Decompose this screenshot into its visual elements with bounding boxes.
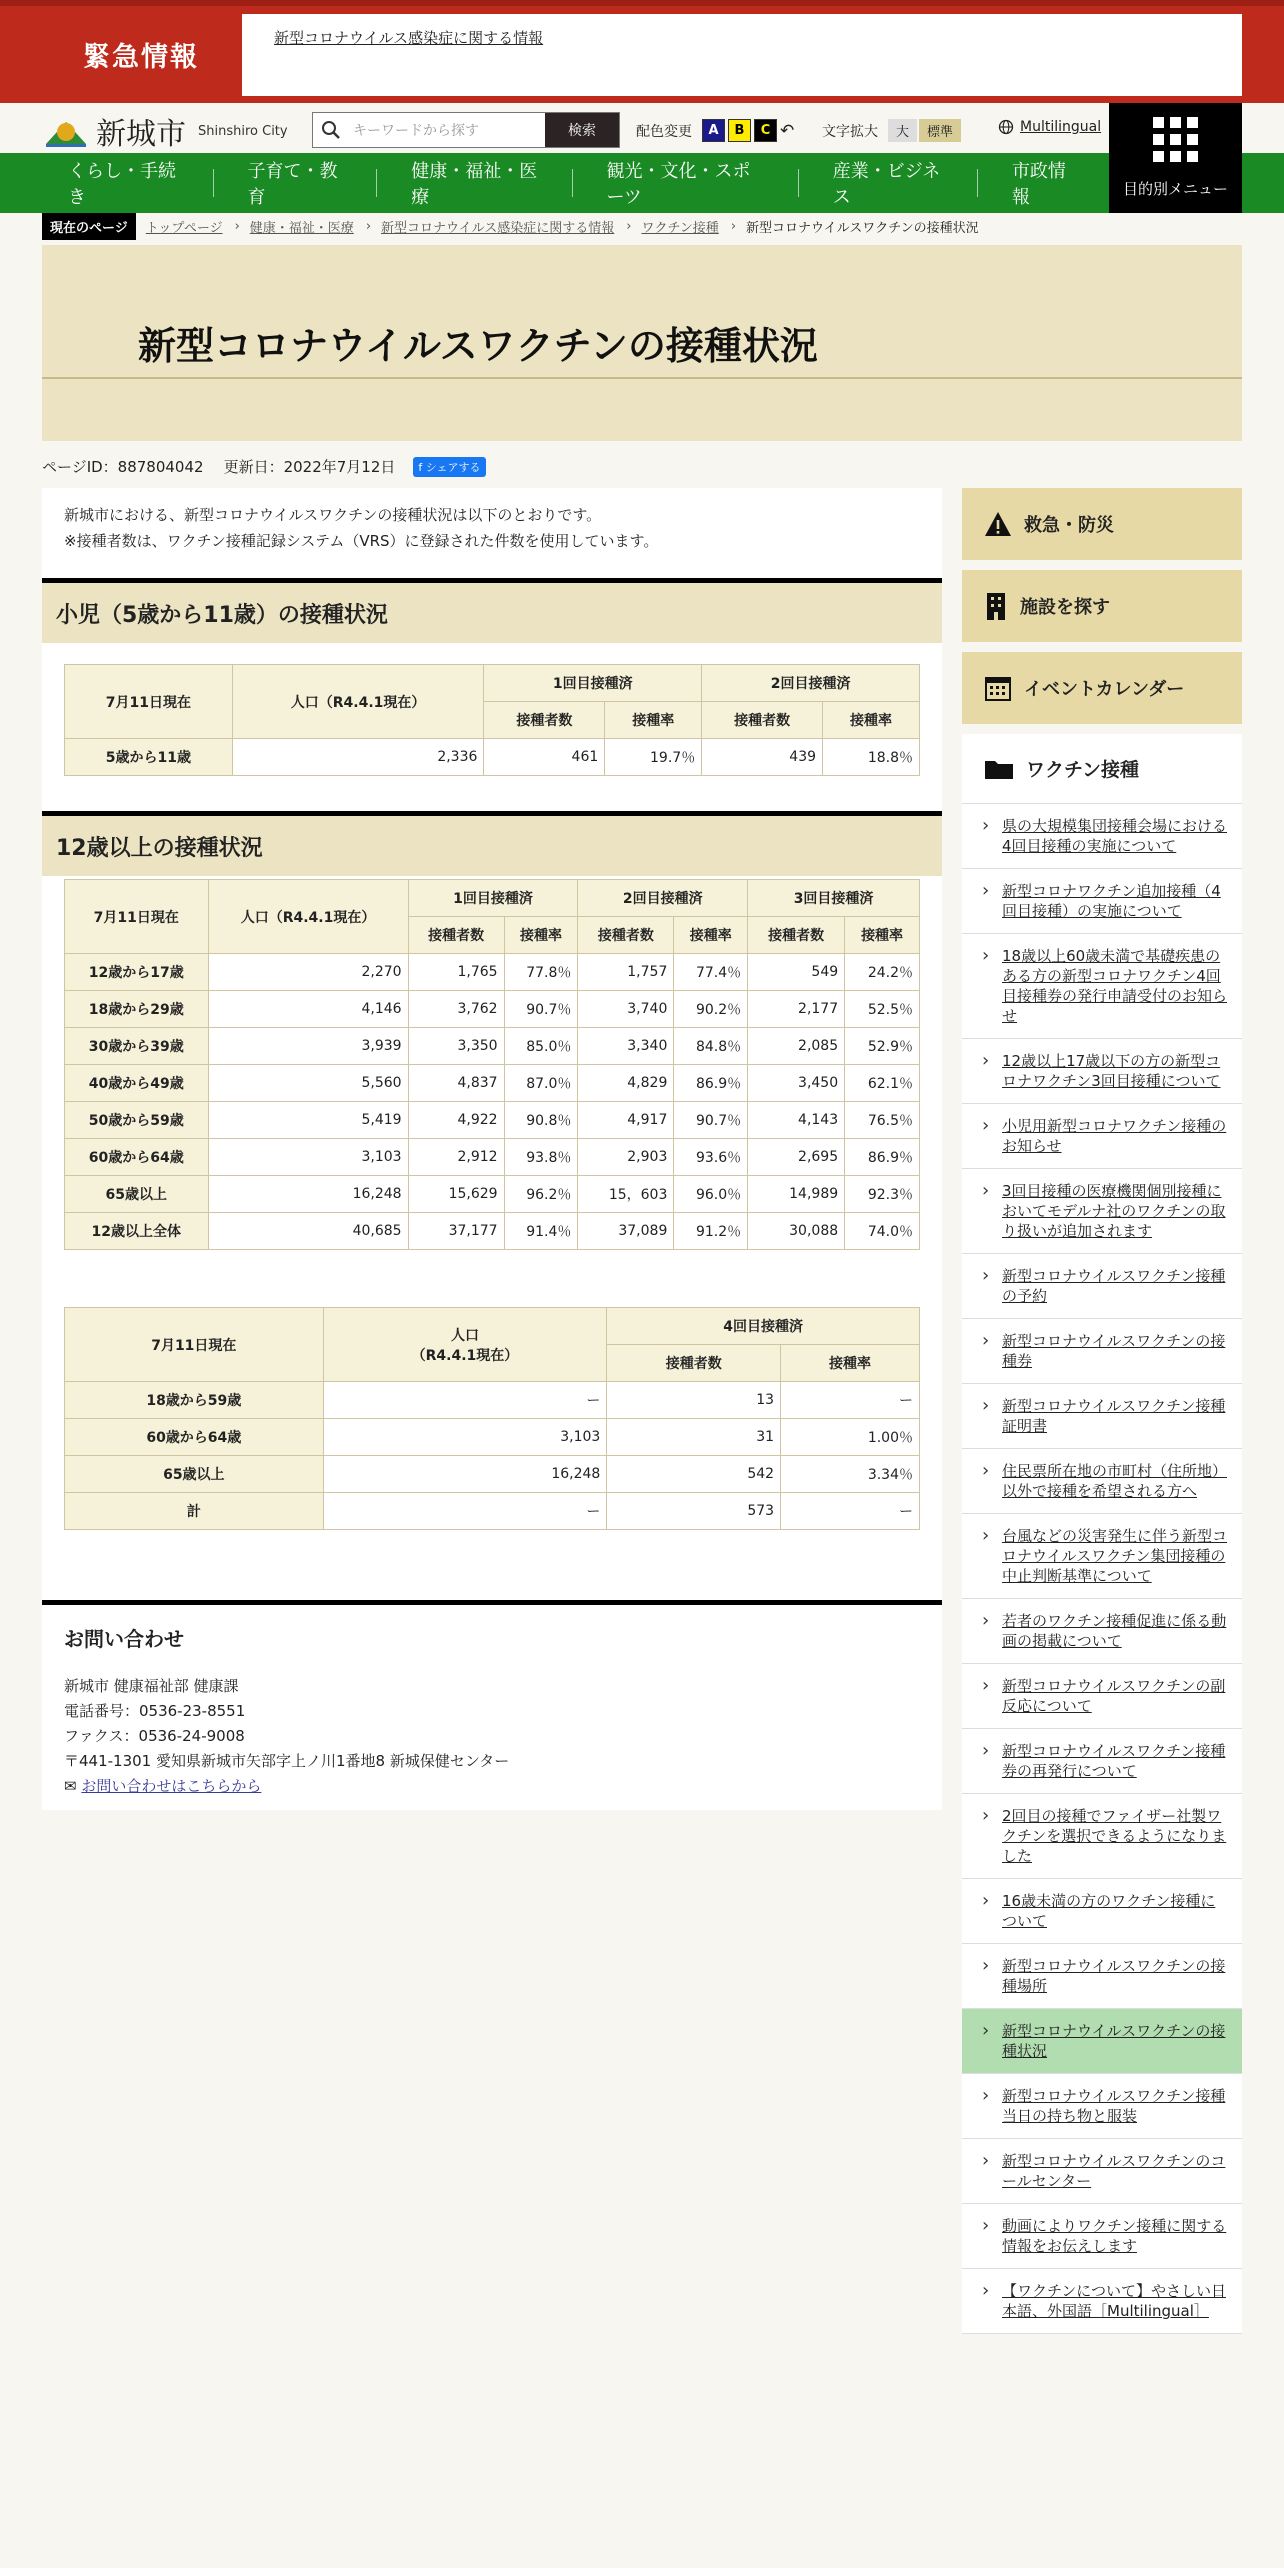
contact-tel: 電話番号：0536-23-8551 (64, 1702, 246, 1720)
contact-address: 〒441-1301 愛知県新城市矢部字上ノ川1番地8 新城保健センター (64, 1752, 510, 1770)
breadcrumb: 現在のページ トップページ › 健康・福祉・医療 › 新型コロナウイルス感染症に関する情報 › ワクチン接種 › 新型コロナウイルスワクチンの接種状況 (42, 213, 979, 239)
mail-icon: ✉ (64, 1777, 82, 1795)
gnav-item-sangyo[interactable]: 産業・ビジネス (799, 169, 978, 197)
sidebar-list-item[interactable]: › 新型コロナウイルスワクチン接種券の再発行について (962, 1729, 1242, 1794)
sidebar-list-item[interactable]: › 新型コロナウイルスワクチン接種当日の持ち物と服装 (962, 2074, 1242, 2139)
breadcrumb-here-label: 現在のページ (42, 213, 136, 240)
table-row: 40歳から49歳 5,560 4,837 87.0％ 4,829 86.9％ 3,450 62.1％ (65, 1065, 920, 1102)
contact-section (42, 1600, 942, 1810)
breadcrumb-item[interactable]: トップページ (145, 220, 223, 236)
color-switcher (636, 119, 794, 142)
contact-link[interactable]: お問い合わせはこちらから (81, 1777, 262, 1795)
intro-line: 新城市における、新型コロナウイルスワクチンの接種状況は以下のとおりです。 (64, 506, 602, 524)
sidebar-list-item[interactable]: › 12歳以上17歳以下の方の新型コロナワクチン3回目接種について (962, 1039, 1242, 1104)
size-large-button[interactable]: 大 (888, 119, 917, 142)
site-search (312, 112, 620, 148)
search-placeholder: キーワードから探す (353, 123, 479, 139)
emergency-bar (0, 0, 1284, 103)
color-label: 配色変更 (636, 123, 692, 140)
sidebar-list-item[interactable]: › 18歳以上60歳未満で基礎疾患のある方の新型コロナワクチン4回目接種券の発行申請受付のお知らせ (962, 934, 1242, 1039)
folder-icon (984, 758, 1014, 780)
adult-section (42, 811, 942, 1520)
sidebar-list-item[interactable]: › 【ワクチンについて】やさしい日本語、外国語［Multilingual］ (962, 2269, 1242, 2334)
size-normal-button[interactable]: 標準 (919, 119, 961, 142)
site-header (0, 103, 1284, 153)
purpose-menu-button[interactable] (1109, 103, 1242, 213)
contact-heading: お問い合わせ (64, 1627, 184, 1651)
search-icon (321, 120, 341, 140)
calendar-icon (984, 674, 1012, 702)
table-row: 5歳から11歳 2,336 461 19.7％ 439 18.8％ (65, 739, 920, 776)
contact-fax: ファクス：0536-24-9008 (64, 1727, 245, 1745)
menu-grid-icon (1153, 117, 1198, 162)
logo-text-ja: 新城市 (96, 117, 186, 152)
facility-search-button[interactable]: 施設を探す (962, 570, 1242, 642)
sidebar-list-item[interactable]: › 新型コロナワクチン追加接種（4回目接種）の実施について (962, 869, 1242, 934)
color-c-button[interactable]: C (754, 119, 777, 142)
building-icon (984, 592, 1008, 620)
table-row: 50歳から59歳 5,419 4,922 90.8％ 4,917 90.7％ 4,143 76.5％ (65, 1102, 920, 1139)
table-row: 18歳から29歳 4,146 3,762 90.7％ 3,740 90.2％ 2,177 52.5％ (65, 991, 920, 1028)
table-row: 65歳以上 16,248 542 3.34％ (65, 1456, 920, 1493)
intro-line: ※接種者数は、ワクチン接種記録システム（VRS）に登録された件数を使用しています。 (64, 532, 659, 550)
sidebar-list-item[interactable]: › 新型コロナウイルスワクチンの接種券 (962, 1319, 1242, 1384)
table-row: 30歳から39歳 3,939 3,350 85.0％ 3,340 84.8％ 2,085 52.9％ (65, 1028, 920, 1065)
sidebar-list-item[interactable]: › 新型コロナウイルスワクチン接種の予約 (962, 1254, 1242, 1319)
gnav-item-kanko[interactable]: 観光・文化・スポーツ (573, 169, 799, 197)
sidebar-list-item[interactable]: › 若者のワクチン接種促進に係る動画の掲載について (962, 1599, 1242, 1664)
sidebar (962, 488, 1242, 2334)
multilingual-label: Multilingual (1020, 119, 1102, 135)
sidebar-list (962, 804, 1242, 2334)
page-meta (42, 456, 486, 477)
intro-text (42, 488, 942, 568)
fourth-dose-table: 7月11日現在 人口 （R4.4.1現在） 4回目接種済 接種者数 接種率 18歳から59歳 ー 13 ー 60歳から64歳 3,103 31 1.00％ 65歳以上 16,248 542 3.34％ 計 ー 573 ー (64, 1307, 920, 1530)
facebook-share-button[interactable]: f シェアする (413, 457, 485, 477)
global-nav (0, 153, 1109, 213)
main-content (42, 488, 942, 1810)
breadcrumb-item[interactable]: 新型コロナウイルス感染症に関する情報 (381, 220, 615, 236)
sidebar-list-item[interactable]: › 新型コロナウイルスワクチン接種証明書 (962, 1384, 1242, 1449)
child-table: 7月11日現在 人口（R4.4.1現在） 1回目接種済 2回目接種済 接種者数 接種率 接種者数 接種率 5歳から11歳 2,336 461 19.7％ 439 18.8％ (64, 664, 920, 776)
search-button[interactable]: 検索 (545, 113, 619, 147)
breadcrumb-current: 新型コロナウイルスワクチンの接種状況 (746, 220, 979, 236)
sidebar-list-item[interactable]: › 住民票所在地の市町村（住所地）以外で接種を希望される方へ (962, 1449, 1242, 1514)
table-row: 計 ー 573 ー (65, 1493, 920, 1530)
adult-table: 7月11日現在 人口（R4.4.1現在） 1回目接種済 2回目接種済 3回目接種済 接種者数 接種率 接種者数 接種率 接種者数 接種率 12歳から17歳 2,270 1,765 77.8％ 1,757 77.4％ 549 24.2％ 18歳から29歳 4,146 3,762 90.7％ 3,740 90.2％ 2,177 52.5％ 30歳から39歳 3,939 3,350 85.0％ 3,340 84.8％ 2,085 52.9％ 40歳から49歳 5,560 4,837 87.0％ 4,829 86.9％ 3,450 62.1％ 50歳から59歳 5,419 4,922 90.8％ 4,917 90.7％ 4,143 76.5％ 60歳から64歳 3,103 2,912 93.8％ 2,903 93.6％ 2,695 86.9％ 65歳以上 16,248 15,629 96.2％ 15，603 96.0％ 14,989 92.3％ 12歳以上全体 40,685 37,177 91.4％ 37,089 91.2％ 30,088 74.0％ (64, 879, 920, 1250)
sidebar-list-item[interactable]: › 動画によりワクチン接種に関する情報をお伝えします (962, 2204, 1242, 2269)
sidebar-list-item[interactable]: › 新型コロナウイルスワクチンのコールセンター (962, 2139, 1242, 2204)
city-emblem-icon (44, 114, 88, 148)
sidebar-list-item[interactable]: › 台風などの災害発生に伴う新型コロナウイルスワクチン集団接種の中止判断基準について (962, 1514, 1242, 1599)
page-id: ページID：887804042 (42, 458, 204, 476)
emergency-disaster-button[interactable]: 救急・防災 (962, 488, 1242, 560)
emergency-box (242, 14, 1242, 96)
gnav-item-shisei[interactable]: 市政情報 (1011, 161, 1066, 208)
adult-heading: 12歳以上の接種状況 (42, 811, 942, 876)
title-banner (42, 245, 1242, 441)
breadcrumb-item[interactable]: 健康・福祉・医療 (249, 220, 354, 236)
logo-text-en: Shinshiro City (198, 123, 288, 139)
updated-date: 更新日：2022年7月12日 (223, 458, 396, 476)
multilingual-link[interactable] (998, 119, 1101, 135)
color-a-button[interactable]: A (702, 119, 725, 142)
child-heading: 小児（5歳から11歳）の接種状況 (42, 578, 942, 643)
sidebar-list-item[interactable]: › 新型コロナウイルスワクチンの接種場所 (962, 1944, 1242, 2009)
emergency-link[interactable]: 新型コロナウイルス感染症に関する情報 (274, 29, 544, 47)
warning-icon (984, 511, 1012, 537)
sidebar-list-item[interactable]: › 新型コロナウイルスワクチンの接種状況 (962, 2009, 1242, 2074)
purpose-menu-label: 目的別メニュー (1122, 180, 1228, 198)
breadcrumb-item[interactable]: ワクチン接種 (641, 220, 719, 236)
table-row: 12歳以上全体 40,685 37,177 91.4％ 37,089 91.2％ 30,088 74.0％ (65, 1213, 920, 1250)
sidebar-list-item[interactable]: › 16歳未満の方のワクチン接種について (962, 1879, 1242, 1944)
sidebar-list-heading: ワクチン接種 (962, 734, 1242, 804)
color-b-button[interactable]: B (728, 119, 751, 142)
table-row: 60歳から64歳 3,103 2,912 93.8％ 2,903 93.6％ 2,695 86.9％ (65, 1139, 920, 1176)
gnav-item-kurashi[interactable]: くらし・手続き (34, 169, 214, 197)
sidebar-list-item[interactable]: › 2回目の接種でファイザー社製ワクチンを選択できるようになりました (962, 1794, 1242, 1879)
gnav-item-kosodate[interactable]: 子育て・教育 (214, 169, 378, 197)
sidebar-list-item[interactable]: › 県の大規模集団接種会場における4回目接種の実施について (962, 804, 1242, 869)
sidebar-list-item[interactable]: › 新型コロナウイルスワクチンの副反応について (962, 1664, 1242, 1729)
gnav-item-kenko[interactable]: 健康・福祉・医療 (377, 169, 572, 197)
gnav-filler (1242, 153, 1284, 213)
table-row: 60歳から64歳 3,103 31 1.00％ (65, 1419, 920, 1456)
emergency-label: 緊急情報 (83, 42, 199, 73)
font-size-switcher (822, 119, 963, 142)
contact-dept: 新城市 健康福祉部 健康課 (64, 1677, 239, 1695)
site-logo[interactable] (44, 109, 288, 153)
size-label: 文字拡大 (822, 123, 878, 140)
search-input[interactable] (313, 113, 545, 147)
child-section (42, 578, 942, 766)
sidebar-list-item[interactable]: › 小児用新型コロナワクチン接種のお知らせ (962, 1104, 1242, 1169)
sidebar-list-item[interactable]: › 3回目接種の医療機関個別接種においてモデルナ社のワクチンの取り扱いが追加されます (962, 1169, 1242, 1254)
table-row: 65歳以上 16,248 15,629 96.2％ 15，603 96.0％ 14,989 92.3％ (65, 1176, 920, 1213)
page-title: 新型コロナウイルスワクチンの接種状況 (138, 324, 818, 368)
color-reset-icon[interactable]: ↶ (780, 120, 795, 141)
globe-icon (998, 119, 1014, 135)
table-row: 12歳から17歳 2,270 1,765 77.8％ 1,757 77.4％ 549 24.2％ (65, 954, 920, 991)
table-row: 18歳から59歳 ー 13 ー (65, 1382, 920, 1419)
event-calendar-button[interactable]: イベントカレンダー (962, 652, 1242, 724)
